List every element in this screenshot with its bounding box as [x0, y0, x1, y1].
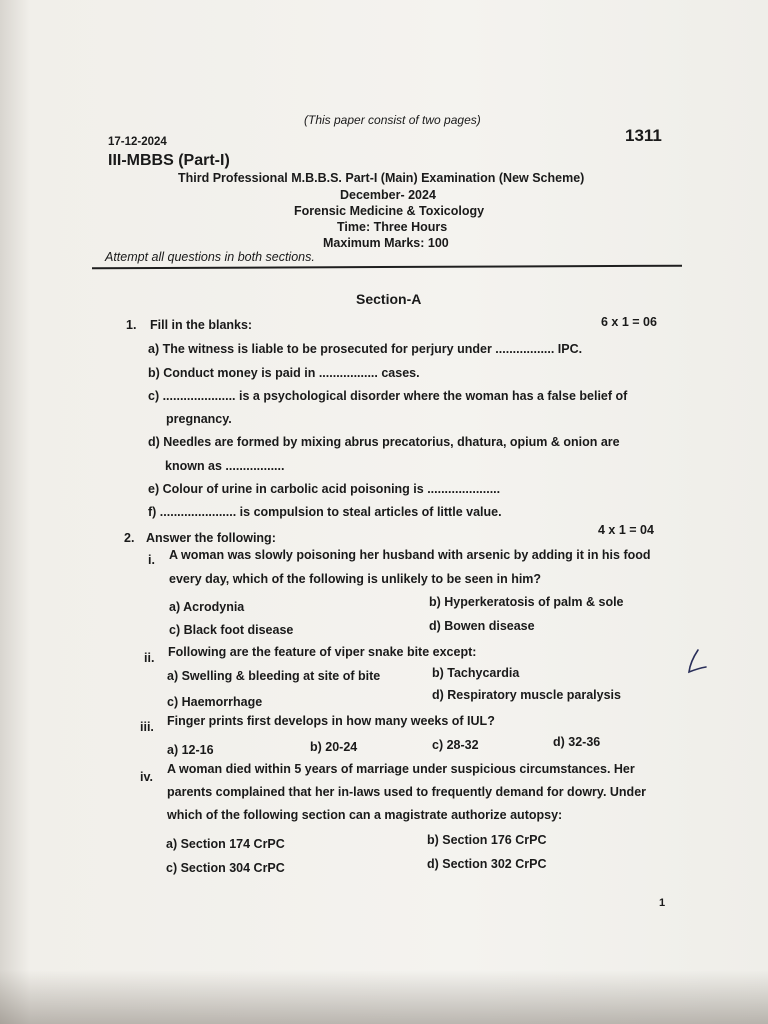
q2-i-option-d: d) Bowen disease	[429, 619, 535, 633]
photo-shadow	[0, 970, 768, 1024]
paper-code: 1311	[625, 126, 662, 145]
q2-iii-option-a: a) 12-16	[167, 743, 214, 757]
q2-iii-number: iii.	[140, 720, 154, 734]
q2-i-number: i.	[148, 553, 155, 567]
course-title: III-MBBS (Part-I)	[108, 152, 230, 169]
q1-title: Fill in the blanks:	[150, 318, 253, 332]
q1-f: f) ...................... is compulsion to steal articles of little value.	[148, 505, 502, 519]
pages-note: (This paper consist of two pages)	[304, 113, 481, 127]
q2-i-line1: A woman was slowly poisoning her husband with arsenic by adding it in his food	[169, 548, 651, 562]
handwritten-mark-icon	[684, 646, 712, 678]
q1-number: 1.	[126, 318, 137, 332]
q2-ii-number: ii.	[144, 651, 155, 665]
q2-i-option-a: a) Acrodynia	[169, 600, 245, 614]
max-marks: Maximum Marks: 100	[323, 236, 449, 250]
q2-iv-option-b: b) Section 176 CrPC	[427, 833, 547, 847]
q2-marks: 4 x 1 = 04	[598, 523, 654, 537]
q2-iv-option-c: c) Section 304 CrPC	[166, 861, 285, 875]
q2-iv-line3: which of the following section can a magistrate authorize autopsy:	[167, 808, 563, 822]
q2-iii-option-d: d) 32-36	[553, 735, 601, 749]
exam-title: Third Professional M.B.B.S. Part-I (Main) Examination (New Scheme)	[178, 171, 585, 185]
exam-subject: Forensic Medicine & Toxicology	[294, 204, 485, 218]
q2-iv-line1: A woman died within 5 years of marriage under suspicious circumstances. Her	[167, 762, 635, 776]
q2-title: Answer the following:	[146, 531, 276, 545]
exam-session: December- 2024	[340, 188, 436, 202]
q2-i-line2: every day, which of the following is unlikely to be seen in him?	[169, 572, 542, 586]
q2-ii-option-b: b) Tachycardia	[432, 666, 520, 680]
section-title: Section-A	[356, 291, 422, 307]
q1-marks: 6 x 1 = 06	[601, 315, 657, 329]
q2-i-option-c: c) Black foot disease	[169, 623, 294, 637]
q2-iii-option-b: b) 20-24	[310, 740, 358, 754]
q2-i-option-b: b) Hyperkeratosis of palm & sole	[429, 595, 624, 609]
exam-time: Time: Three Hours	[337, 220, 448, 234]
q1-e: e) Colour of urine in carbolic acid poisoning is .....................	[148, 482, 501, 496]
q2-iv-line2: parents complained that her in-laws used to frequently demand for dowry. Under	[167, 785, 647, 799]
q2-number: 2.	[124, 531, 135, 545]
q1-d-line2: known as .................	[165, 459, 285, 473]
q2-iii-line1: Finger prints first develops in how many weeks of IUL?	[167, 714, 495, 728]
q2-iii-option-c: c) 28-32	[432, 738, 479, 752]
q1-a: a) The witness is liable to be prosecuted for perjury under ................. IPC.	[148, 342, 583, 356]
q2-iv-number: iv.	[140, 770, 153, 784]
q1-c-line1: c) ..................... is a psychological disorder where the woman has a false belief of	[148, 389, 628, 403]
instruction: Attempt all questions in both sections.	[105, 250, 315, 264]
q2-ii-option-c: c) Haemorrhage	[167, 695, 263, 709]
q2-iv-option-d: d) Section 302 CrPC	[427, 857, 547, 871]
header-divider	[92, 265, 682, 270]
page-number: 1	[659, 897, 666, 909]
q1-d-line1: d) Needles are formed by mixing abrus precatorius, dhatura, opium & onion are	[148, 435, 620, 449]
q2-ii-line1: Following are the feature of viper snake bite except:	[168, 645, 477, 659]
q2-ii-option-d: d) Respiratory muscle paralysis	[432, 688, 621, 702]
q1-b: b) Conduct money is paid in ................. cases.	[148, 366, 420, 380]
exam-date: 17-12-2024	[108, 136, 167, 148]
q1-c-line2: pregnancy.	[166, 412, 232, 426]
q2-iv-option-a: a) Section 174 CrPC	[166, 837, 285, 851]
q2-ii-option-a: a) Swelling & bleeding at site of bite	[167, 669, 381, 683]
